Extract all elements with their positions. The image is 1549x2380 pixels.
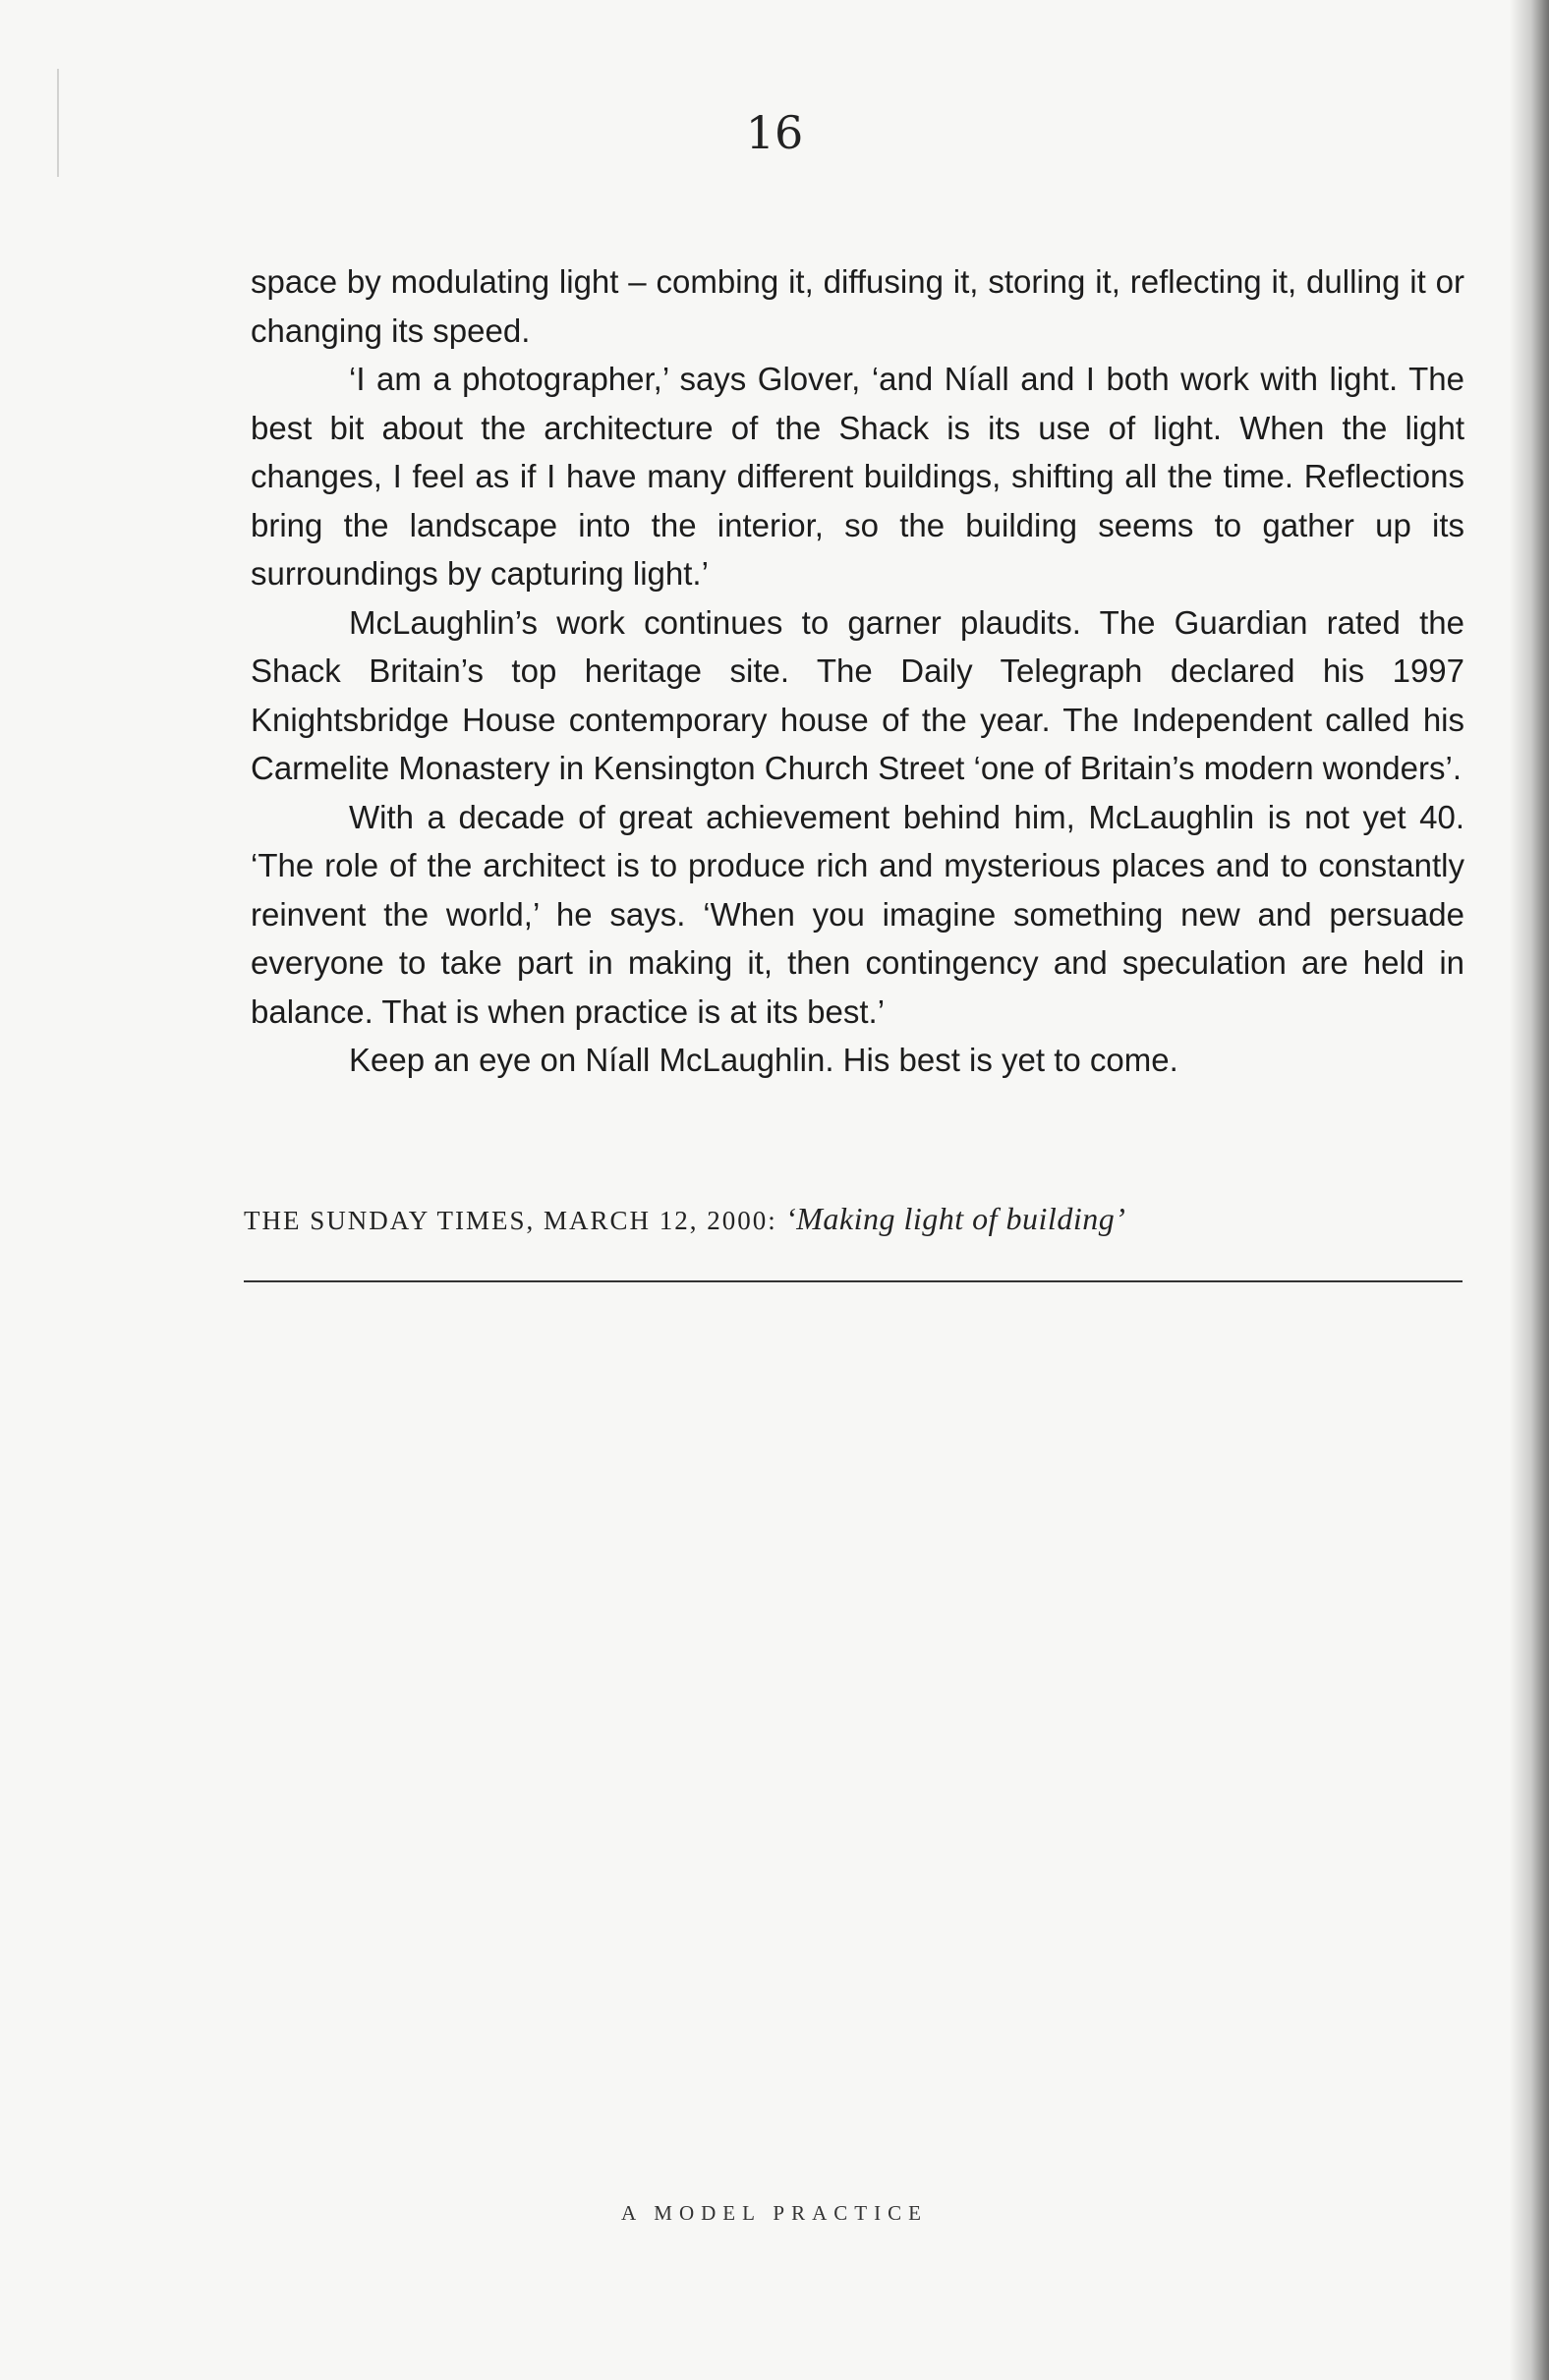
source-publication: THE SUNDAY TIMES, MARCH 12, 2000: bbox=[244, 1206, 777, 1235]
paragraph: McLaughlin’s work continues to garner plaudits. The Guardian rated the Shack Britain’s top heritage site. The Daily Telegraph declared his 1997 Knightsbridge House contemporary house of the year. The Independent called his Carmelite Monastery in Kensington Church Street ‘one of Britain’s modern wonders’. bbox=[251, 603, 1464, 786]
source-article-title: ‘Making light of building’ bbox=[785, 1201, 1126, 1236]
running-footer: A MODEL PRACTICE bbox=[621, 2201, 928, 2225]
paragraph: space by modulating light – combing it, diffusing it, storing it, reflecting it, dulling it or changing its speed. bbox=[251, 263, 1464, 349]
paragraph: ‘I am a photographer,’ says Glover, ‘and Níall and I both work with light. The best bit about the architecture of the Shack is its use of light. When the light changes, I feel as if I have many different buildings, shifting all the time. Reflections bring the landscape into the interior, so the building seems to gather up its surroundings by capturing light.’ bbox=[251, 361, 1464, 592]
paragraph: Keep an eye on Níall McLaughlin. His best is yet to come. bbox=[349, 1042, 1178, 1078]
article-body bbox=[251, 257, 1464, 1085]
section-divider bbox=[244, 1280, 1463, 1282]
source-citation bbox=[244, 1201, 1472, 1237]
page-number: 16 bbox=[745, 106, 804, 159]
page-edge-shadow bbox=[1510, 0, 1549, 2380]
paragraph: With a decade of great achievement behind him, McLaughlin is not yet 40. ‘The role of the architect is to produce rich and mysterious places and to constantly reinvent the world,’ he says. ‘When you imagine something new and persuade everyone to take part in making it, then contingency and speculation are held in balance. That is when practice is at its best.’ bbox=[251, 798, 1464, 1030]
